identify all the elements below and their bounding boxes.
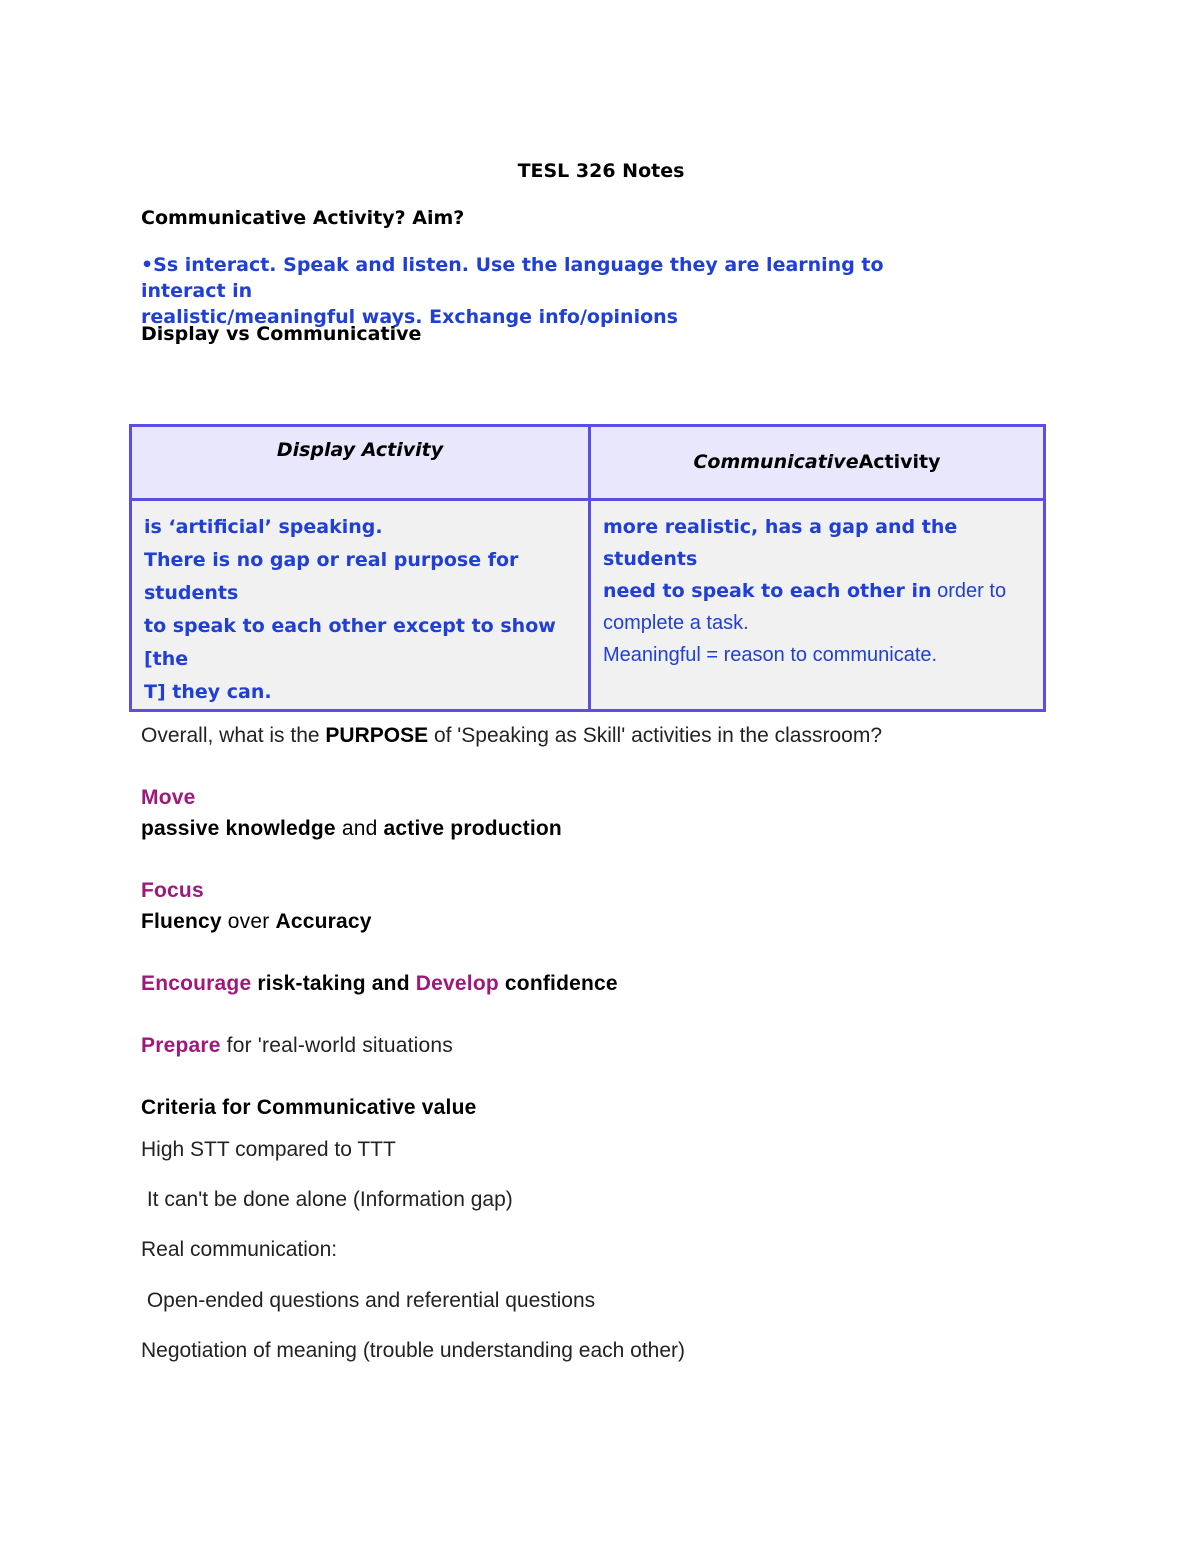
purpose-question [141, 724, 882, 748]
move-bold2: active production [383, 817, 562, 840]
comm-cell-line1: more realistic, has a gap and the students [603, 516, 958, 570]
aim-answer-line2: realistic/meaningful ways. Exchange info/opinions [141, 306, 678, 328]
table-header-row [131, 426, 1045, 500]
prepare-line [141, 1034, 453, 1058]
list-item: It can't be done alone (Information gap) [141, 1188, 513, 1211]
document-title: TESL 326 Notes [517, 160, 685, 182]
display-activity-cell [131, 500, 590, 711]
list-item: High STT compared to TTT [141, 1138, 396, 1161]
header-communicative-rest: Activity [858, 451, 941, 473]
list-item: Negotiation of meaning (trouble understanding each other) [141, 1339, 686, 1362]
table-row [131, 500, 1045, 711]
develop-word: Develop [415, 972, 499, 995]
header-communicative-italic: Communicative [693, 451, 859, 473]
move-heading: Move [141, 786, 196, 809]
encourage-bold: risk-taking and [251, 972, 416, 995]
display-cell-line2: There is no gap or real purpose for students [144, 549, 519, 604]
aim-answer-line1: Ss interact. Speak and listen. Use the language they are learning to interact in [141, 254, 884, 302]
prepare-rest: for 'real-world situations [220, 1034, 453, 1057]
purpose-suffix: of 'Speaking as Skill' activities in the classroom? [428, 724, 882, 747]
header-communicative-label [693, 439, 940, 473]
criteria-heading: Criteria for Communicative value [141, 1096, 477, 1119]
comm-cell-line2 [603, 575, 1031, 607]
comm-cell-line4: Meaningful = reason to communicate. [603, 644, 938, 666]
move-mid: and [335, 817, 384, 840]
list-item: Real communication: [141, 1238, 338, 1261]
header-display-label: Display Activity [276, 439, 444, 461]
comm-cell-line3: complete a task. [603, 612, 749, 634]
purpose-bold: PURPOSE [325, 724, 429, 747]
move-text [141, 817, 562, 841]
purpose-prefix: Overall, what is the [141, 724, 326, 747]
focus-heading: Focus [141, 879, 204, 902]
comparison-subheading: Display vs Communicative [141, 323, 422, 345]
encourage-word: Encourage [141, 972, 252, 995]
table-header-display [131, 426, 590, 500]
display-cell-line3: to speak to each other except to show [the [144, 615, 556, 670]
table-header-communicative [590, 426, 1045, 500]
comm-cell-line2-bold: need to speak to each other in [603, 580, 932, 602]
bullet-glyph: • [141, 254, 154, 276]
encourage-line [141, 972, 618, 996]
list-item: Open-ended questions and referential questions [141, 1289, 596, 1312]
aim-question: Communicative Activity? Aim? [141, 207, 465, 229]
comm-cell-line2-regular: order to [931, 580, 1007, 602]
communicative-activity-cell [590, 500, 1045, 711]
prepare-word: Prepare [141, 1034, 221, 1057]
comparison-table [129, 424, 1046, 712]
focus-mid: over [221, 910, 276, 933]
display-cell-line4: T] they can. [144, 681, 272, 703]
aim-answer [141, 252, 921, 330]
display-cell-line1: is ‘artificial’ speaking. [144, 516, 383, 538]
focus-bold1: Fluency [141, 910, 222, 933]
move-bold1: passive knowledge [141, 817, 336, 840]
focus-bold2: Accuracy [275, 910, 372, 933]
focus-text [141, 910, 372, 934]
confidence-bold: confidence [498, 972, 618, 995]
